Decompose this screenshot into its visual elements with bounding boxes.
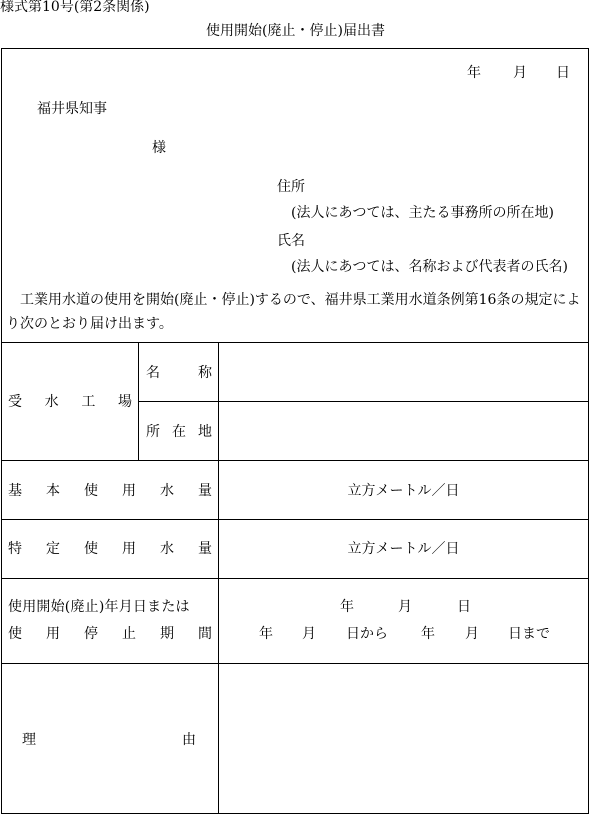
period-date-day: 日 xyxy=(457,599,471,615)
intro-text: 工業用水道の使用を開始(廃止・停止)するので、福井県工業用水道条例第16条の規定により次のとおり届け出ます。 xyxy=(6,292,581,332)
honorific: 様 xyxy=(152,140,166,156)
addressee: 福井県知事 xyxy=(37,101,107,117)
form-number: 様式第10号(第2条関係) xyxy=(0,0,150,15)
rule-basic-top xyxy=(1,460,589,461)
rule-period-top xyxy=(1,578,589,579)
plant-label: 受 水 工 場 xyxy=(8,394,132,410)
name-label: 氏名 xyxy=(277,233,305,249)
basic-volume-unit: 立方メートル／日 xyxy=(347,483,460,499)
address-label: 住所 xyxy=(277,179,305,195)
period-date-month: 月 xyxy=(398,599,412,615)
rule-plant-split xyxy=(138,401,589,402)
form-frame xyxy=(1,48,589,814)
period-label-line1: 使用開始(廃止)年月日または xyxy=(8,599,190,615)
period-range-month1: 月 xyxy=(302,626,316,642)
rule-specific-top xyxy=(1,519,589,520)
date-month: 月 xyxy=(513,65,527,81)
name-note: (法人にあつては、名称および代表者の氏名) xyxy=(291,259,568,275)
rule-label-column xyxy=(218,342,219,814)
period-date-year: 年 xyxy=(340,599,354,615)
period-range-month2: 月 xyxy=(465,626,479,642)
plant-name-label: 名 称 xyxy=(146,365,212,381)
date-day: 日 xyxy=(556,65,570,81)
specific-volume-unit: 立方メートル／日 xyxy=(347,541,460,557)
period-range-year1: 年 xyxy=(259,626,273,642)
rule-reason-top xyxy=(1,663,589,664)
address-note: (法人にあつては、主たる事務所の所在地) xyxy=(291,205,554,221)
specific-volume-label: 特 定 使 用 水 量 xyxy=(8,541,212,557)
period-range-year2: 年 xyxy=(421,626,435,642)
rule-plant-inner xyxy=(138,342,139,460)
period-range-from: 日から xyxy=(346,626,388,642)
rule-table-top xyxy=(1,342,589,343)
basic-volume-label: 基 本 使 用 水 量 xyxy=(8,483,212,499)
form-title: 使用開始(廃止・停止)届出書 xyxy=(206,23,385,39)
date-year: 年 xyxy=(467,65,481,81)
period-range-until: 日まで xyxy=(508,626,550,642)
reason-label: 理 由 xyxy=(22,732,196,748)
period-label-line2: 使 用 停 止 期 間 xyxy=(8,626,212,642)
plant-location-label: 所 在 地 xyxy=(146,424,212,440)
